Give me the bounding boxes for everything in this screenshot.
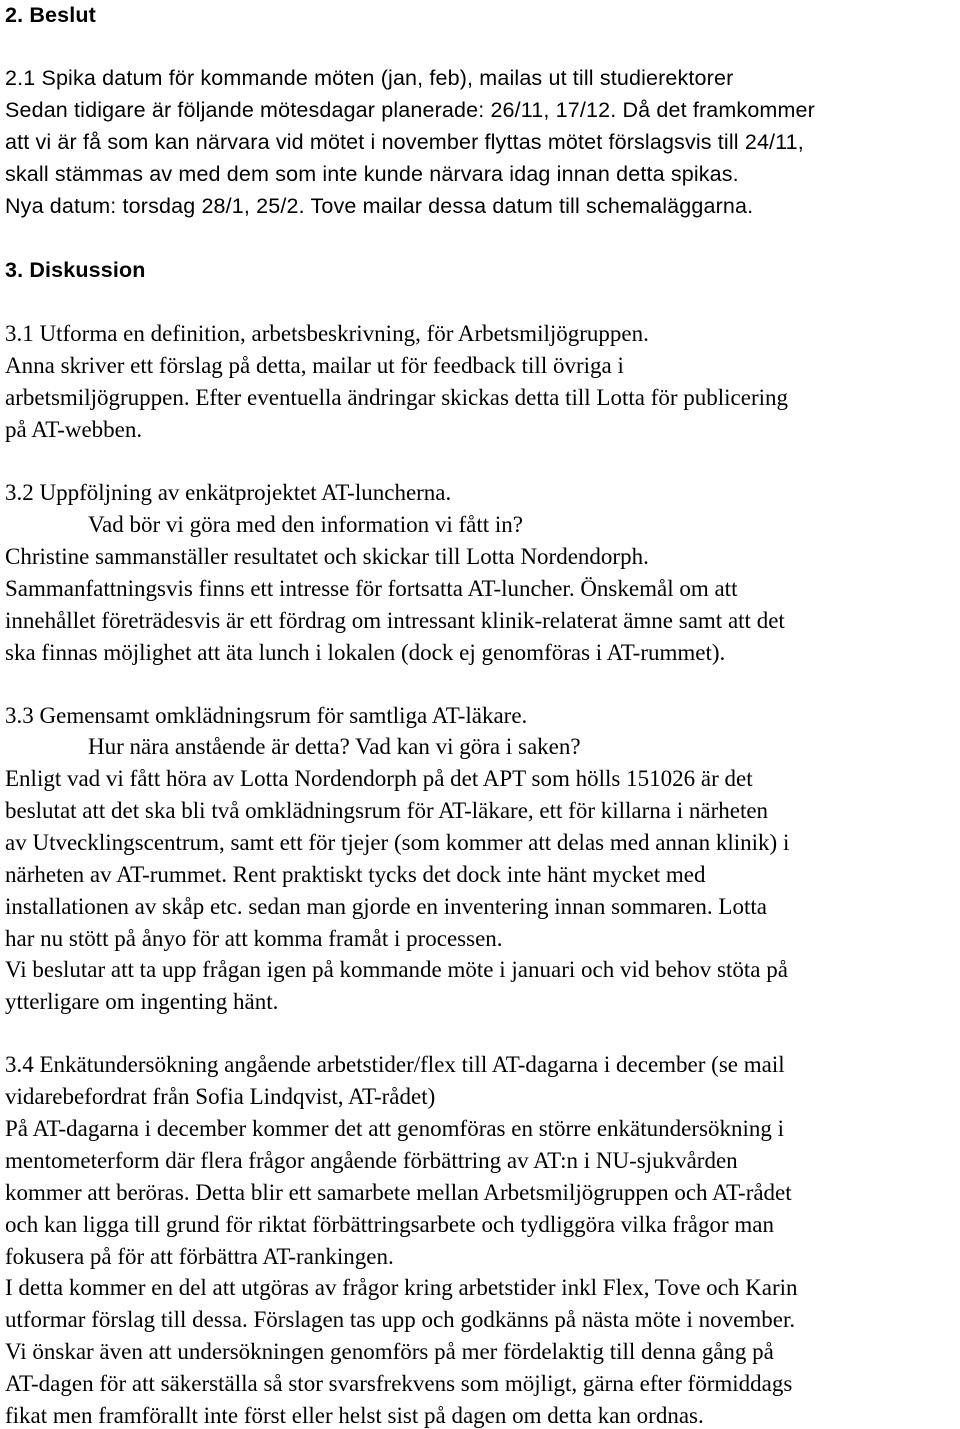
item-2-1-title: 2.1 Spika datum för kommande möten (jan, feb), mailas ut till studierektorer xyxy=(5,66,734,90)
item-3-1-title: 3.1 Utforma en definition, arbetsbeskrivning, för Arbetsmiljögruppen. xyxy=(5,321,649,346)
item-3-4-title-cont: vidarebefordrat från Sofia Lindqvist, AT-rådet) xyxy=(5,1084,436,1109)
item-3-4-title: 3.4 Enkätundersökning angående arbetstider/flex till AT-dagarna i december (se mail xyxy=(5,1052,785,1077)
item-3-3-question: Hur nära anstående är detta? Vad kan vi göra i saken? xyxy=(88,734,581,759)
item-3-3-title: 3.3 Gemensamt omklädningsrum för samtliga AT-läkare. xyxy=(5,703,528,728)
paragraph-line: På AT-dagarna i december kommer det att genomföras en större enkätundersökning i xyxy=(5,1116,784,1141)
paragraph-line: Enligt vad vi fått höra av Lotta Nordendorph på det APT som hölls 151026 är det xyxy=(5,766,753,791)
paragraph-line: arbetsmiljögruppen. Efter eventuella ändringar skickas detta till Lotta för publicering xyxy=(5,385,789,410)
paragraph-line: beslutat att det ska bli två omklädningsrum för AT-läkare, ett för killarna i närheten xyxy=(5,798,769,823)
paragraph-line: Anna skriver ett förslag på detta, mailar ut för feedback till övriga i xyxy=(5,353,624,378)
paragraph-line: på AT-webben. xyxy=(5,417,143,442)
paragraph-line: utformar förslag till dessa. Förslagen tas upp och godkänns på nästa möte i november. xyxy=(5,1307,796,1332)
paragraph-line: Nya datum: torsdag 28/1, 25/2. Tove mailar dessa datum till schemaläggarna. xyxy=(5,194,754,218)
paragraph-line: kommer att beröras. Detta blir ett samarbete mellan Arbetsmiljögruppen och AT-rådet xyxy=(5,1180,792,1205)
paragraph-line: Vi beslutar att ta upp frågan igen på kommande möte i januari och vid behov stöta på xyxy=(5,957,788,982)
paragraph-line: Christine sammanställer resultatet och skickar till Lotta Nordendorph. xyxy=(5,544,649,569)
paragraph-line: installationen av skåp etc. sedan man gjorde en inventering innan sommaren. Lotta xyxy=(5,894,767,919)
section-heading-diskussion: 3. Diskussion xyxy=(5,258,146,282)
paragraph-line: fikat men framförallt inte först eller helst sist på dagen om detta kan ordnas. xyxy=(5,1403,704,1428)
paragraph-line: fokusera på för att förbättra AT-rankingen. xyxy=(5,1244,394,1269)
paragraph-line: ytterligare om ingenting hänt. xyxy=(5,989,279,1014)
section-heading-beslut: 2. Beslut xyxy=(5,3,96,27)
paragraph-line: närheten av AT-rummet. Rent praktiskt tycks det dock inte hänt mycket med xyxy=(5,862,706,887)
paragraph-line: AT-dagen för att säkerställa så stor svarsfrekvens som möjligt, gärna efter förmiddags xyxy=(5,1371,793,1396)
paragraph-line: skall stämmas av med dem som inte kunde närvara idag innan detta spikas. xyxy=(5,162,739,186)
paragraph-line: mentometerform där flera frågor angående förbättring av AT:n i NU-sjukvården xyxy=(5,1148,738,1173)
paragraph-line: har nu stött på ånyo för att komma framåt i processen. xyxy=(5,926,503,951)
paragraph-line: Sedan tidigare är följande mötesdagar planerade: 26/11, 17/12. Då det framkommer xyxy=(5,98,815,122)
paragraph-line: I detta kommer en del att utgöras av frågor kring arbetstider inkl Flex, Tove och Karin xyxy=(5,1275,798,1300)
paragraph-line: innehållet företrädesvis är ett fördrag om intressant klinik-relaterat ämne samt att det xyxy=(5,608,785,633)
paragraph-line: ska finnas möjlighet att äta lunch i lokalen (dock ej genomföras i AT-rummet). xyxy=(5,640,726,665)
item-3-2-title: 3.2 Uppföljning av enkätprojektet AT-luncherna. xyxy=(5,480,452,505)
paragraph-line: och kan ligga till grund för riktat förbättringsarbete och tydliggöra vilka frågor man xyxy=(5,1212,774,1237)
item-3-2-question: Vad bör vi göra med den information vi fått in? xyxy=(88,512,523,537)
paragraph-line: att vi är få som kan närvara vid mötet i november flyttas mötet förslagsvis till 24/11, xyxy=(5,130,804,154)
paragraph-line: av Utvecklingscentrum, samt ett för tjejer (som kommer att delas med annan klinik) i xyxy=(5,830,790,855)
paragraph-line: Vi önskar även att undersökningen genomförs på mer fördelaktig till denna gång på xyxy=(5,1339,774,1364)
paragraph-line: Sammanfattningsvis finns ett intresse för fortsatta AT-luncher. Önskemål om att xyxy=(5,576,738,601)
